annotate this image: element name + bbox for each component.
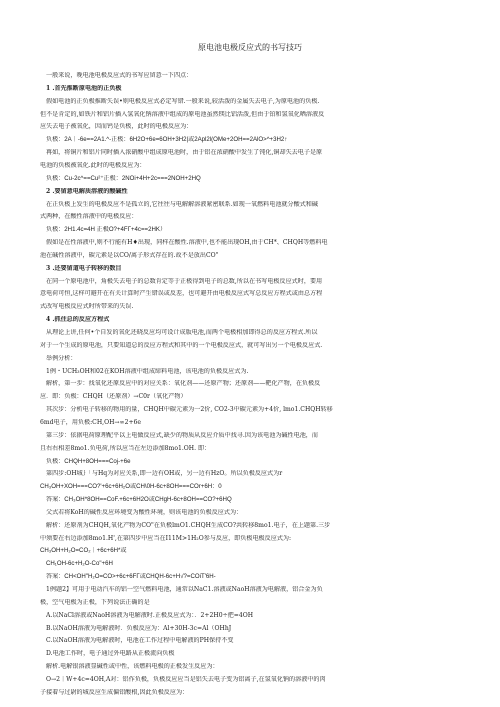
text-line: 解析，第一步：找氧化还原反应中的对应关系：氧化剂——还原产物；还原剂——靶化产物，在负极反 — [46, 380, 321, 388]
text-line: 一般来说，晚电池电极反应式的书写应留意一下四点： — [46, 72, 193, 79]
text-line: 应．即：负极：CHQH（还原剂）→C0r（氧化产物） — [40, 393, 187, 401]
text-line: CH₃OH+H₂O=CO₂｜+6c+6H*或 — [40, 547, 127, 555]
text-line: 答案：CH<OH"H₂O=CO>+6c+6FΓ或CHQH-6c+H√?=COiT'6H- — [46, 573, 216, 581]
text-line: 且右右相差8mo1.负电荷,所以应当在左边添加8mo1.OH. 即： — [40, 444, 211, 452]
text-line: 负极：CHQH+8OH===Coj-+6e — [46, 457, 131, 465]
text-line: 再如，将铜片和铝片同时插入浓硝酸中组成原电池时，由于铝在浓硝酸中发生了钝化,铜却失去电子是原 — [46, 149, 323, 157]
text-line: 第四步:OH城｝「与Hq为对应关系,即一边有OH或，另一边有HzO。所以负极反应式为r — [46, 470, 283, 478]
text-line: 在同一个原电池中，角极失去电子的总数肯定等于正极得到电子的总数,所以在书写电极反应式时，要用 — [46, 277, 323, 285]
text-line: 3 .还要留道电子转移的数目 — [46, 264, 122, 272]
text-line: 负极：2H1.4c=4H 正极O?+4FΓ+4c==2HK） — [46, 226, 167, 234]
text-line: A.以NaCl溶液或NaoH溶液为电解液时.正极反应式为：．2+2H0÷把=4OH — [46, 611, 254, 619]
text-line: CH₃OH+XOH===CO?'+6c+6H₂O或CH\0H-6c+8OH===COr+6H：0 — [40, 483, 222, 491]
text-line: 假如电池的正负极推断失误•则电极反应式必定写错.一般来说,较活泼的金属失去电子,为原电池的负极. — [46, 97, 320, 105]
text-line: B.以NaOH溶液为电解液时．负极反应为：Al+30H-3c=Al（OHhJ — [46, 624, 232, 632]
text-line: 第三步：依据电荷原理配平以上电做反应式,缺少的物质从反应介质中找寻.因为该电池为碱性电池，而 — [46, 431, 318, 439]
text-line: 负极：Cu-2c^==Cu²⁺正极：2NOi+4H+2c===2NOH+2HQ — [46, 174, 201, 182]
text-line: 池在碱性溶液中，碳元素是以CO/离子形式存在的.故不是放出CO" — [40, 251, 219, 259]
text-line: 电池的负极被氧化.此时的电极反应为： — [40, 161, 146, 169]
text-line: 应失去电子被氧化，因而钙是负极，此时的电极反应为： — [40, 123, 193, 131]
text-line: 1例・UCH₃OH和02在KOH溶液中组成缔料电池，该电池的负极反应式为. — [46, 367, 249, 375]
text-line: 其次步：分析电子转移的物用的量，CHQH中碳元素为一2价, CO2-3中碳元素为+4价, lmo1.CHQH转移 — [46, 406, 333, 414]
text-line: 中须要在右边添加8mo1.H',在第四步中应当在I11M>1H₂O参与反应，即负极电极反应式为: — [40, 534, 292, 542]
text-line: 1 .首先推断原电池的正负极 — [46, 84, 122, 92]
text-line: 负极：2A｜-6e==2A1.^-正极：6H2O+6e=6OH+3H2|或2Apl2l(OMe+2OH==2AlO>^+3H2↑ — [46, 136, 288, 144]
text-line: 极，空气电极为正极，下列说法正确的是 — [40, 598, 150, 606]
text-line: 从理论上讲,任何•个自发的氧化还晓反应均可设计成版电池,而两个电极相加即得总的反应方程式.所以 — [46, 329, 318, 336]
text-line: 举例分析： — [46, 354, 77, 362]
text-line: C.以NaOH溶液为电解液时，电池在工作过程中电解液的PH保持不变 — [46, 637, 234, 645]
text-line: 意电荷可恒,这样可避开在有关计算时产生错误或反差，也可避开由电极反应式写总反应方程式或由总方程 — [40, 290, 323, 298]
text-line: 4 .抓住总的反应方程式 — [46, 316, 110, 324]
text-line: 式两种，在酸性溶液中的电极反应： — [40, 213, 138, 221]
text-line: CH₁OH-6c+H₂O-Co"+6H — [46, 560, 113, 568]
text-line: O→2｜W+4c=4OH,A对：铝作负极，负极反应应当是铝失去电子变为铝离子,在氢氧化钠的溶液中的肉 — [46, 675, 326, 683]
text-line: 假如是在性溶液中,则不行能有H♦出现，同样在酸性.溶液中,也不能出现OH,由于CH*、CHQH等燃料电 — [46, 239, 328, 247]
text-line: D.电池工作时，电子通过外电路从正极流向负极 — [46, 650, 175, 658]
text-line: 但不是肯定的,如铁片和铝片插入氢氧化钠溶液中组成的原电池虽然镁比铝活泼,但由于铂和氢氧化晒溶液反 — [40, 110, 325, 118]
text-line: 1例题2】可用于电动汽车的铝一空气燃料电池，通常以NaC1.溶液或NaoH溶液为电解液，铝合金为负 — [46, 586, 323, 593]
text-line: 解析.电解银溶液显碱性或中性，该燃料电极的正极发生反应为： — [46, 663, 219, 671]
text-line: 2 .要留意电解质溶液的酸碱性 — [46, 187, 128, 195]
document-title: 原电池电极反应式的书写技巧 — [198, 43, 302, 52]
text-line: 父式若将KoH的碱性反应环境变为酸性环境，则该电池的负极反应式为： — [46, 508, 243, 516]
text-line: 答案：CH₃OH*8OH==CoF.+6c+6H2O或CHgH-6c+8OH==CO?+6HQ — [46, 496, 232, 504]
text-line: 式改写电极反应式时所带来的失误. — [40, 303, 134, 311]
text-line: 6md电子，用负极:CH,OH→∞2+6e — [40, 418, 142, 426]
text-line: 解析：还原剂为CHQH,氧化产物为CO"在负极lmO1.CHQH生成CO?共转移8mo1.电子，在上题第.三步 — [46, 521, 331, 529]
text-line: 对于一个生成的原电池，只要知道总的反应方程式和其中的一个电极反应式，就可写出另一个电极反应式. — [40, 341, 323, 349]
text-line: 子接着与过尉的城反应生成偏铝酸根,因此负极反应为： — [40, 688, 189, 696]
text-line: 在正负极上发生的电极反应不是孤立的,它往往与电解解溶液紧密联系.如现一氧燃料电池就分酸式和碱 — [46, 200, 318, 208]
